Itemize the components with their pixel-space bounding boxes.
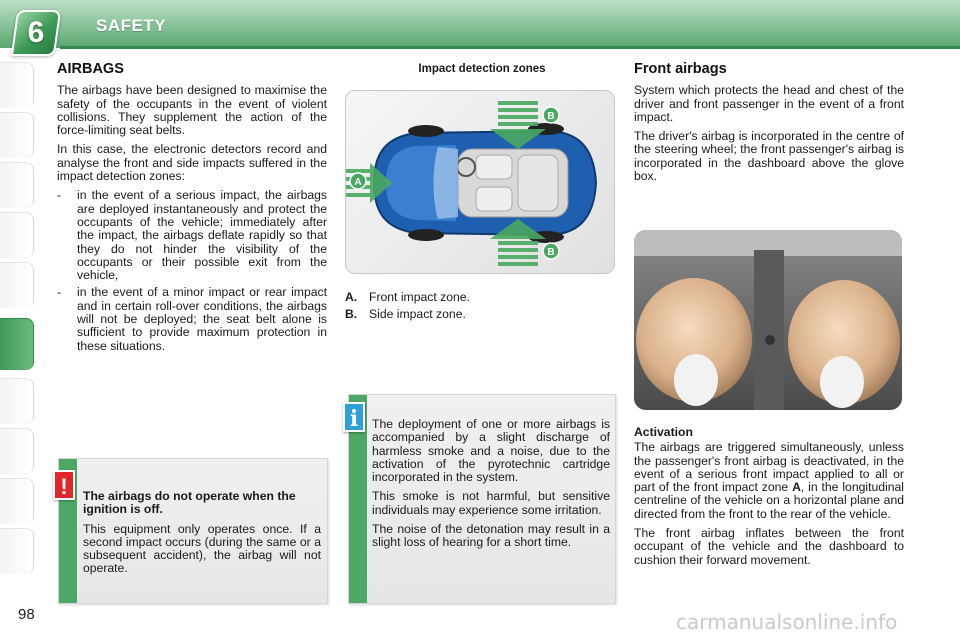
chapter-tab-5[interactable]	[0, 262, 34, 308]
zone-b-label-bottom: B	[547, 247, 555, 258]
bullet-serious-impact: - in the event of a serious impact, the airbags are deployed instantaneously and protect the occupants of the vehicle; immediately after the impact, the airbags deflate rapidly so that they do not hinder the visibility of the occupants or their possible exit from the vehicle,	[57, 188, 327, 283]
warning-content	[83, 490, 321, 582]
chapter-tab-10[interactable]	[0, 528, 34, 574]
zone-a-label: A	[354, 177, 362, 188]
warning-heading: The airbags do not operate when the ignition is off.	[83, 489, 296, 517]
exclamation-icon: !	[53, 470, 75, 500]
front-airbags-location: The driver's airbag is incorporated in the centre of the steering wheel; the front passenger's airbag is incorporated in the dashboard above the glove box.	[634, 129, 904, 184]
page-number: 98	[18, 606, 35, 623]
activation-trigger: The airbags are triggered simultaneously, unless the passenger's front airbag is deactivated, in the event of a serious front impact applied to all or part of the front impact zone A, in the longitudinal centreline of the vehicle on a horizontal plane and directed from the front to the rear of the vehicle.	[634, 440, 904, 521]
bullet-minor-impact: - in the event of a minor impact or rear impact and in certain roll-over conditions, the airbags will not be deployed; the seat belt alone is sufficient to provide maximum protection in these situations.	[57, 285, 327, 353]
airbags-detectors: In this case, the electronic detectors record and analyse the front and side impacts suffered in the impact detection zones:	[57, 142, 327, 184]
info-icon: i	[343, 402, 365, 432]
chapter-tab-6-active[interactable]	[0, 318, 34, 370]
airbags-intro: The airbags have been designed to maximise the safety of the occupants in the event of violent collisions. They supplement the action of the force-limiting seat belts.	[57, 83, 327, 138]
info-irritation: This smoke is not harmful, but sensitive individuals may experience some irritation.	[372, 489, 610, 517]
header-rule	[60, 46, 960, 49]
front-airbags-system: System which protects the head and chest of the driver and front passenger in the event of a front impact.	[634, 83, 904, 124]
front-airbags-section	[634, 63, 904, 189]
chapter-tab-2[interactable]	[0, 112, 34, 158]
chapter-tab-1[interactable]	[0, 62, 34, 108]
activation-inflate: The front airbag inflates between the front occupant of the vehicle and the dashboard to cushion their forward movement.	[634, 526, 904, 567]
legend-item-b: B. Side impact zone.	[345, 307, 466, 321]
info-content	[372, 418, 610, 556]
activation-section	[634, 426, 904, 573]
airbags-deployed-photo	[634, 230, 902, 410]
chapter-tab-3[interactable]	[0, 162, 34, 208]
airbags-heading: AIRBAGS	[57, 61, 124, 77]
airbags-section	[57, 63, 327, 357]
chapter-tab-4[interactable]	[0, 212, 34, 258]
watermark: carmanualsonline.info	[676, 610, 898, 634]
info-smoke: The deployment of one or more airbags is accompanied by a slight discharge of harmless smoke and a noise, due to the activation of the pyrotechnic cartridge incorporated in the system.	[372, 417, 610, 485]
legend-item-a: A. Front impact zone.	[345, 290, 470, 304]
diagram-title: Impact detection zones	[418, 63, 546, 75]
chapter-tab-9[interactable]	[0, 478, 34, 524]
chapter-title: SAFETY	[96, 16, 167, 35]
zone-b-label-top: B	[547, 111, 555, 122]
chapter-tab-7[interactable]	[0, 378, 34, 424]
chapter-tab-8[interactable]	[0, 428, 34, 474]
diagram-legend	[345, 289, 470, 323]
front-airbags-heading: Front airbags	[634, 61, 727, 77]
info-noise: The noise of the detonation may result in a slight loss of hearing for a short time.	[372, 522, 610, 550]
impact-zones-diagram	[345, 90, 615, 274]
car-topview-illustration	[346, 91, 615, 274]
chapter-number: 6	[27, 16, 45, 49]
warning-text: This equipment only operates once. If a second impact occurs (during the same or a subsequent accident), the airbag will not operate.	[83, 521, 321, 576]
activation-heading: Activation	[634, 425, 693, 439]
